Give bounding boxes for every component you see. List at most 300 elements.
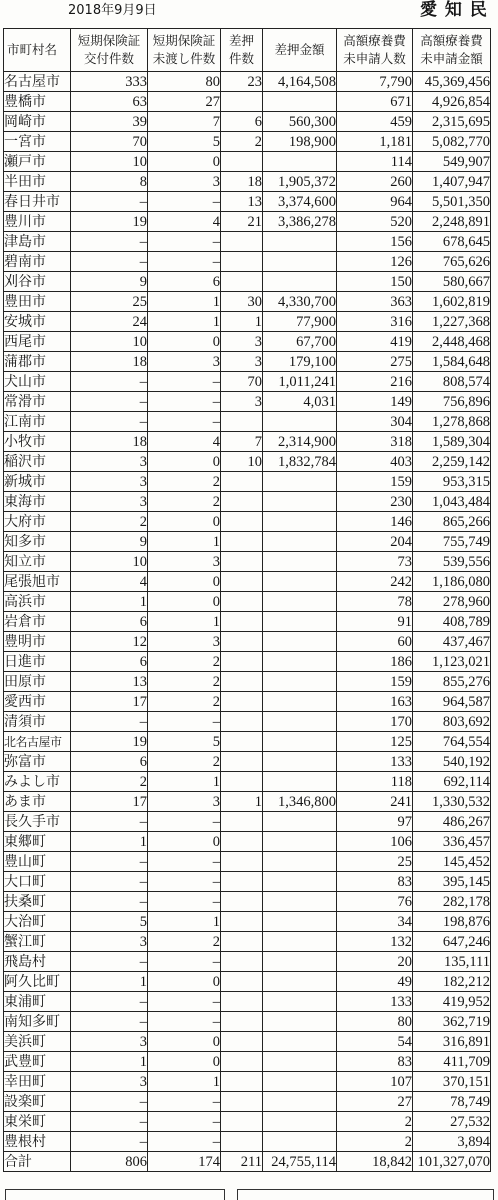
municipality-cell: 扶桑町 xyxy=(4,892,71,912)
seizure-count-cell xyxy=(221,732,263,752)
short-card-issued-cell: 3 xyxy=(71,1032,148,1052)
short-card-undelivered-cell: – xyxy=(148,952,221,972)
header-line: 短期保険証 xyxy=(152,33,216,48)
table-row xyxy=(4,512,491,532)
unclaimed-people-cell: 80 xyxy=(337,1012,413,1032)
seizure-amount-cell xyxy=(263,772,337,792)
unclaimed-amount-cell: 437,467 xyxy=(413,632,491,652)
table-row xyxy=(4,492,491,512)
seizure-count-cell xyxy=(221,572,263,592)
unclaimed-people-cell: 149 xyxy=(337,392,413,412)
seizure-amount-cell xyxy=(263,572,337,592)
seizure-amount-cell xyxy=(263,652,337,672)
municipality-cell: 弥富市 xyxy=(4,752,71,772)
short-card-issued-cell: 70 xyxy=(71,132,148,152)
unclaimed-amount-cell: 692,114 xyxy=(413,772,491,792)
short-card-undelivered-cell: 5 xyxy=(148,732,221,752)
header-municipality-label: 市町村名 xyxy=(7,42,58,57)
unclaimed-amount-cell: 2,448,468 xyxy=(413,332,491,352)
unclaimed-people-cell: 133 xyxy=(337,992,413,1012)
seizure-amount-cell xyxy=(263,672,337,692)
short-card-undelivered-cell: 0 xyxy=(148,512,221,532)
municipality-cell: 春日井市 xyxy=(4,192,71,212)
municipality-cell: 武豊町 xyxy=(4,1052,71,1072)
table-row xyxy=(4,352,491,372)
municipality-cell: あま市 xyxy=(4,792,71,812)
seizure-amount-cell xyxy=(263,492,337,512)
unclaimed-amount-cell: 1,278,868 xyxy=(413,412,491,432)
table-row xyxy=(4,1092,491,1112)
short-card-issued-cell: 2 xyxy=(71,512,148,532)
short-card-undelivered-cell: 2 xyxy=(148,652,221,672)
seizure-amount-cell xyxy=(263,752,337,772)
seizure-amount-cell xyxy=(263,552,337,572)
seizure-count-cell xyxy=(221,972,263,992)
seizure-count-cell xyxy=(221,952,263,972)
seizure-count-cell xyxy=(221,1052,263,1072)
seizure-count-cell xyxy=(221,272,263,292)
seizure-amount-cell xyxy=(263,872,337,892)
unclaimed-people-cell: 318 xyxy=(337,432,413,452)
next-article-box xyxy=(5,1189,225,1200)
short-card-issued-cell: 18 xyxy=(71,352,148,372)
seizure-count-cell xyxy=(221,1092,263,1112)
header-short-card-undelivered xyxy=(148,29,221,72)
unclaimed-amount-cell: 755,749 xyxy=(413,532,491,552)
short-card-issued-cell: 39 xyxy=(71,112,148,132)
municipality-cell: 南知多町 xyxy=(4,1012,71,1032)
municipality-cell: 東海市 xyxy=(4,492,71,512)
seizure-amount-cell xyxy=(263,1032,337,1052)
short-card-undelivered-cell: 1 xyxy=(148,1072,221,1092)
short-card-issued-cell: 9 xyxy=(71,272,148,292)
seizure-amount-cell xyxy=(263,252,337,272)
short-card-undelivered-cell: 1 xyxy=(148,912,221,932)
short-card-issued-cell: 19 xyxy=(71,212,148,232)
table-row xyxy=(4,812,491,832)
short-card-issued-cell: – xyxy=(71,1092,148,1112)
header-short-card-issued xyxy=(71,29,148,72)
seizure-amount-cell xyxy=(263,152,337,172)
seizure-amount-cell: 24,755,114 xyxy=(263,1152,337,1172)
header-line: 件数 xyxy=(228,51,254,66)
municipality-cell: 合計 xyxy=(4,1152,71,1172)
seizure-count-cell xyxy=(221,1032,263,1052)
seizure-amount-cell xyxy=(263,812,337,832)
unclaimed-amount-cell: 45,369,456 xyxy=(413,72,491,92)
unclaimed-people-cell: 363 xyxy=(337,292,413,312)
seizure-amount-cell: 77,900 xyxy=(263,312,337,332)
municipality-cell: 豊橋市 xyxy=(4,92,71,112)
seizure-amount-cell xyxy=(263,472,337,492)
seizure-count-cell xyxy=(221,1072,263,1092)
short-card-issued-cell: 5 xyxy=(71,912,148,932)
municipality-cell: 常滑市 xyxy=(4,392,71,412)
short-card-undelivered-cell: 1 xyxy=(148,292,221,312)
unclaimed-people-cell: 2 xyxy=(337,1112,413,1132)
unclaimed-people-cell: 106 xyxy=(337,832,413,852)
seizure-amount-cell: 4,330,700 xyxy=(263,292,337,312)
table-row xyxy=(4,552,491,572)
table-row xyxy=(4,152,491,172)
seizure-count-cell xyxy=(221,1112,263,1132)
short-card-undelivered-cell: 6 xyxy=(148,272,221,292)
unclaimed-people-cell: 83 xyxy=(337,1052,413,1072)
seizure-count-cell xyxy=(221,672,263,692)
unclaimed-people-cell: 186 xyxy=(337,652,413,672)
header-line: 未渡し件数 xyxy=(152,51,216,66)
table-row xyxy=(4,92,491,112)
short-card-issued-cell: 6 xyxy=(71,652,148,672)
header-line: 高額療養費 xyxy=(420,33,483,48)
seizure-amount-cell: 1,905,372 xyxy=(263,172,337,192)
short-card-issued-cell: – xyxy=(71,992,148,1012)
short-card-issued-cell: 2 xyxy=(71,772,148,792)
table-row xyxy=(4,532,491,552)
unclaimed-amount-cell: 3,894 xyxy=(413,1132,491,1152)
short-card-undelivered-cell: – xyxy=(148,1112,221,1132)
municipality-cell: 美浜町 xyxy=(4,1032,71,1052)
unclaimed-people-cell: 260 xyxy=(337,172,413,192)
unclaimed-amount-cell: 1,123,021 xyxy=(413,652,491,672)
unclaimed-amount-cell: 953,315 xyxy=(413,472,491,492)
seizure-amount-cell: 4,031 xyxy=(263,392,337,412)
seizure-count-cell xyxy=(221,532,263,552)
seizure-count-cell xyxy=(221,152,263,172)
short-card-issued-cell: – xyxy=(71,812,148,832)
short-card-undelivered-cell: 0 xyxy=(148,832,221,852)
short-card-undelivered-cell: 7 xyxy=(148,112,221,132)
short-card-issued-cell: 10 xyxy=(71,332,148,352)
seizure-amount-cell xyxy=(263,692,337,712)
short-card-undelivered-cell: 2 xyxy=(148,692,221,712)
table-row xyxy=(4,1132,491,1152)
table-row xyxy=(4,632,491,652)
unclaimed-amount-cell: 135,111 xyxy=(413,952,491,972)
unclaimed-amount-cell: 1,584,648 xyxy=(413,352,491,372)
short-card-undelivered-cell: 2 xyxy=(148,752,221,772)
unclaimed-amount-cell: 419,952 xyxy=(413,992,491,1012)
unclaimed-people-cell: 459 xyxy=(337,112,413,132)
seizure-count-cell xyxy=(221,932,263,952)
seizure-amount-cell xyxy=(263,712,337,732)
unclaimed-amount-cell: 678,645 xyxy=(413,232,491,252)
seizure-amount-cell xyxy=(263,632,337,652)
unclaimed-amount-cell: 765,626 xyxy=(413,252,491,272)
table-row xyxy=(4,932,491,952)
short-card-undelivered-cell: 0 xyxy=(148,592,221,612)
short-card-undelivered-cell: 0 xyxy=(148,572,221,592)
seizure-count-cell: 7 xyxy=(221,432,263,452)
total-row xyxy=(4,1152,491,1172)
table-row xyxy=(4,72,491,92)
table-row xyxy=(4,432,491,452)
municipality-cell: 豊山町 xyxy=(4,852,71,872)
short-card-undelivered-cell: – xyxy=(148,992,221,1012)
unclaimed-people-cell: 156 xyxy=(337,232,413,252)
municipality-cell: 豊田市 xyxy=(4,292,71,312)
unclaimed-amount-cell: 370,151 xyxy=(413,1072,491,1092)
short-card-issued-cell: 3 xyxy=(71,1072,148,1092)
unclaimed-people-cell: 49 xyxy=(337,972,413,992)
seizure-count-cell xyxy=(221,472,263,492)
short-card-issued-cell: 806 xyxy=(71,1152,148,1172)
unclaimed-amount-cell: 27,532 xyxy=(413,1112,491,1132)
seizure-count-cell xyxy=(221,692,263,712)
seizure-count-cell: 1 xyxy=(221,312,263,332)
seizure-count-cell xyxy=(221,512,263,532)
unclaimed-people-cell: 83 xyxy=(337,872,413,892)
unclaimed-people-cell: 170 xyxy=(337,712,413,732)
unclaimed-amount-cell: 647,246 xyxy=(413,932,491,952)
short-card-issued-cell: 24 xyxy=(71,312,148,332)
unclaimed-people-cell: 159 xyxy=(337,472,413,492)
unclaimed-people-cell: 403 xyxy=(337,452,413,472)
unclaimed-people-cell: 78 xyxy=(337,592,413,612)
short-card-undelivered-cell: – xyxy=(148,872,221,892)
seizure-count-cell: 13 xyxy=(221,192,263,212)
short-card-undelivered-cell: 3 xyxy=(148,792,221,812)
municipality-cell: 知立市 xyxy=(4,552,71,572)
table-row xyxy=(4,232,491,252)
header-unclaimed-people xyxy=(337,29,413,72)
municipality-cell: 豊根村 xyxy=(4,1132,71,1152)
municipality-cell: 清須市 xyxy=(4,712,71,732)
unclaimed-amount-cell: 486,267 xyxy=(413,812,491,832)
unclaimed-amount-cell: 336,457 xyxy=(413,832,491,852)
unclaimed-people-cell: 7,790 xyxy=(337,72,413,92)
seizure-amount-cell xyxy=(263,1012,337,1032)
short-card-issued-cell: 25 xyxy=(71,292,148,312)
municipality-cell: 岩倉市 xyxy=(4,612,71,632)
unclaimed-amount-cell: 278,960 xyxy=(413,592,491,612)
unclaimed-amount-cell: 362,719 xyxy=(413,1012,491,1032)
unclaimed-people-cell: 20 xyxy=(337,952,413,972)
unclaimed-amount-cell: 78,749 xyxy=(413,1092,491,1112)
table-row xyxy=(4,1072,491,1092)
seizure-amount-cell: 1,832,784 xyxy=(263,452,337,472)
unclaimed-people-cell: 520 xyxy=(337,212,413,232)
short-card-undelivered-cell: – xyxy=(148,852,221,872)
municipality-cell: 大府市 xyxy=(4,512,71,532)
seizure-amount-cell xyxy=(263,532,337,552)
short-card-issued-cell: 18 xyxy=(71,432,148,452)
seizure-count-cell: 6 xyxy=(221,112,263,132)
seizure-amount-cell xyxy=(263,972,337,992)
seizure-count-cell xyxy=(221,772,263,792)
seizure-amount-cell xyxy=(263,1072,337,1092)
short-card-issued-cell: – xyxy=(71,232,148,252)
seizure-count-cell xyxy=(221,892,263,912)
short-card-undelivered-cell: – xyxy=(148,392,221,412)
short-card-issued-cell: – xyxy=(71,1132,148,1152)
seizure-count-cell xyxy=(221,232,263,252)
short-card-undelivered-cell: 4 xyxy=(148,432,221,452)
seizure-amount-cell: 67,700 xyxy=(263,332,337,352)
unclaimed-people-cell: 150 xyxy=(337,272,413,292)
unclaimed-people-cell: 27 xyxy=(337,1092,413,1112)
header-line: 未申請人数 xyxy=(343,51,406,66)
seizure-amount-cell xyxy=(263,612,337,632)
seizure-count-cell: 2 xyxy=(221,132,263,152)
unclaimed-people-cell: 18,842 xyxy=(337,1152,413,1172)
seizure-amount-cell xyxy=(263,232,337,252)
seizure-count-cell xyxy=(221,492,263,512)
unclaimed-amount-cell: 865,266 xyxy=(413,512,491,532)
seizure-amount-cell: 2,314,900 xyxy=(263,432,337,452)
seizure-count-cell xyxy=(221,752,263,772)
seizure-count-cell: 21 xyxy=(221,212,263,232)
unclaimed-people-cell: 230 xyxy=(337,492,413,512)
unclaimed-people-cell: 54 xyxy=(337,1032,413,1052)
table-header xyxy=(4,29,491,72)
municipality-cell: 刈谷市 xyxy=(4,272,71,292)
seizure-amount-cell xyxy=(263,952,337,972)
short-card-undelivered-cell: 2 xyxy=(148,492,221,512)
seizure-count-cell xyxy=(221,712,263,732)
short-card-undelivered-cell: 27 xyxy=(148,92,221,112)
unclaimed-amount-cell: 2,259,142 xyxy=(413,452,491,472)
seizure-count-cell xyxy=(221,912,263,932)
seizure-amount-cell: 179,100 xyxy=(263,352,337,372)
table-row xyxy=(4,472,491,492)
table-row xyxy=(4,252,491,272)
municipality-cell: 小牧市 xyxy=(4,432,71,452)
header-line: 交付件数 xyxy=(83,51,134,66)
unclaimed-amount-cell: 145,452 xyxy=(413,852,491,872)
short-card-undelivered-cell: 2 xyxy=(148,472,221,492)
unclaimed-people-cell: 2 xyxy=(337,1132,413,1152)
table-row xyxy=(4,112,491,132)
municipality-cell: 津島市 xyxy=(4,232,71,252)
table-row xyxy=(4,332,491,352)
short-card-undelivered-cell: 1 xyxy=(148,532,221,552)
unclaimed-amount-cell: 540,192 xyxy=(413,752,491,772)
municipality-cell: 瀬戸市 xyxy=(4,152,71,172)
table-row xyxy=(4,792,491,812)
seizure-count-cell xyxy=(221,412,263,432)
unclaimed-amount-cell: 1,043,484 xyxy=(413,492,491,512)
seizure-count-cell: 18 xyxy=(221,172,263,192)
short-card-issued-cell: 17 xyxy=(71,792,148,812)
short-card-issued-cell: 10 xyxy=(71,152,148,172)
short-card-issued-cell: – xyxy=(71,872,148,892)
table-row xyxy=(4,872,491,892)
table-row xyxy=(4,892,491,912)
short-card-issued-cell: – xyxy=(71,852,148,872)
short-card-undelivered-cell: 2 xyxy=(148,932,221,952)
short-card-issued-cell: – xyxy=(71,1112,148,1132)
short-card-undelivered-cell: – xyxy=(148,712,221,732)
newspaper-name: 愛 知 民 xyxy=(420,0,488,20)
unclaimed-people-cell: 114 xyxy=(337,152,413,172)
unclaimed-people-cell: 125 xyxy=(337,732,413,752)
table-row xyxy=(4,772,491,792)
unclaimed-amount-cell: 764,554 xyxy=(413,732,491,752)
municipality-cell: 碧南市 xyxy=(4,252,71,272)
short-card-issued-cell: 19 xyxy=(71,732,148,752)
header-line: 未申請金額 xyxy=(420,51,483,66)
seizure-amount-cell xyxy=(263,1132,337,1152)
seizure-amount-cell: 1,346,800 xyxy=(263,792,337,812)
unclaimed-amount-cell: 964,587 xyxy=(413,692,491,712)
table-row xyxy=(4,192,491,212)
header-line: 差押金額 xyxy=(274,42,325,57)
short-card-undelivered-cell: 2 xyxy=(148,672,221,692)
unclaimed-people-cell: 275 xyxy=(337,352,413,372)
seizure-count-cell xyxy=(221,812,263,832)
short-card-undelivered-cell: 0 xyxy=(148,452,221,472)
table-row xyxy=(4,172,491,192)
table-row xyxy=(4,852,491,872)
seizure-count-cell xyxy=(221,552,263,572)
unclaimed-people-cell: 60 xyxy=(337,632,413,652)
short-card-undelivered-cell: 3 xyxy=(148,632,221,652)
short-card-undelivered-cell: 3 xyxy=(148,172,221,192)
short-card-issued-cell: – xyxy=(71,192,148,212)
short-card-undelivered-cell: 5 xyxy=(148,132,221,152)
unclaimed-people-cell: 204 xyxy=(337,532,413,552)
short-card-undelivered-cell: – xyxy=(148,1012,221,1032)
seizure-count-cell xyxy=(221,1132,263,1152)
short-card-undelivered-cell: – xyxy=(148,812,221,832)
short-card-undelivered-cell: 1 xyxy=(148,772,221,792)
seizure-amount-cell: 1,011,241 xyxy=(263,372,337,392)
seizure-count-cell xyxy=(221,652,263,672)
table-row xyxy=(4,1012,491,1032)
next-article-box xyxy=(237,1189,494,1200)
table-row xyxy=(4,692,491,712)
unclaimed-amount-cell: 411,709 xyxy=(413,1052,491,1072)
seizure-count-cell xyxy=(221,632,263,652)
unclaimed-people-cell: 126 xyxy=(337,252,413,272)
short-card-undelivered-cell: 1 xyxy=(148,612,221,632)
unclaimed-people-cell: 133 xyxy=(337,752,413,772)
table-row xyxy=(4,652,491,672)
municipality-cell: 飛島村 xyxy=(4,952,71,972)
short-card-undelivered-cell: – xyxy=(148,372,221,392)
short-card-issued-cell: – xyxy=(71,952,148,972)
municipality-cell: 東郷町 xyxy=(4,832,71,852)
table-row xyxy=(4,672,491,692)
unclaimed-amount-cell: 395,145 xyxy=(413,872,491,892)
seizure-count-cell xyxy=(221,832,263,852)
seizure-count-cell xyxy=(221,92,263,112)
seizure-count-cell: 3 xyxy=(221,392,263,412)
seizure-amount-cell xyxy=(263,932,337,952)
short-card-undelivered-cell: 0 xyxy=(148,972,221,992)
municipality-cell: 阿久比町 xyxy=(4,972,71,992)
unclaimed-amount-cell: 5,082,770 xyxy=(413,132,491,152)
short-card-undelivered-cell: – xyxy=(148,892,221,912)
municipality-cell: 江南市 xyxy=(4,412,71,432)
seizure-count-cell: 211 xyxy=(221,1152,263,1172)
unclaimed-amount-cell: 316,891 xyxy=(413,1032,491,1052)
seizure-count-cell: 3 xyxy=(221,332,263,352)
table-row xyxy=(4,712,491,732)
municipality-cell: 日進市 xyxy=(4,652,71,672)
municipality-cell: 安城市 xyxy=(4,312,71,332)
seizure-amount-cell xyxy=(263,832,337,852)
table-row xyxy=(4,1112,491,1132)
header-line: 短期保険証 xyxy=(77,33,141,48)
table-row xyxy=(4,832,491,852)
seizure-count-cell xyxy=(221,872,263,892)
seizure-amount-cell xyxy=(263,852,337,872)
short-card-issued-cell: 13 xyxy=(71,672,148,692)
table-row xyxy=(4,372,491,392)
seizure-amount-cell xyxy=(263,412,337,432)
